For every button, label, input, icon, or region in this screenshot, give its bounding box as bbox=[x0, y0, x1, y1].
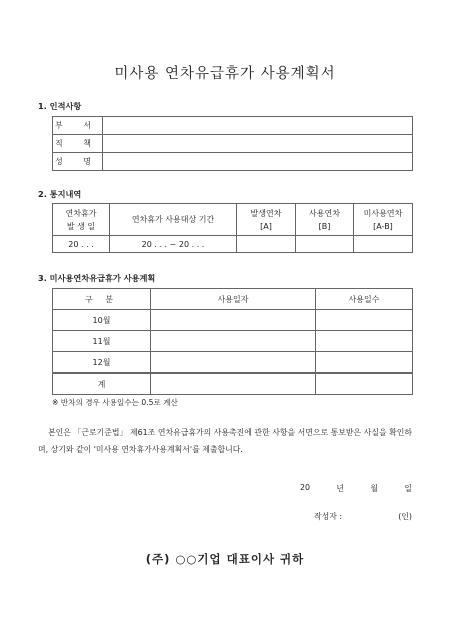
department-field[interactable] bbox=[103, 117, 413, 135]
header-usage-date: 사용일자 bbox=[151, 289, 316, 310]
table-row bbox=[53, 352, 413, 374]
table-row bbox=[53, 236, 413, 253]
position-field[interactable] bbox=[103, 135, 413, 153]
header-unused: 미사용연차 [A-B] bbox=[354, 204, 413, 236]
table-row bbox=[53, 331, 413, 352]
table-header-row bbox=[53, 289, 413, 310]
unused-field[interactable] bbox=[354, 236, 413, 253]
name-field[interactable] bbox=[103, 153, 413, 171]
half-day-note: ※ 반차의 경우 사용일수는 0.5로 계산 bbox=[52, 398, 178, 407]
date-year-unit: 년 bbox=[336, 484, 345, 493]
month-nov-label: 11월 bbox=[53, 331, 151, 352]
header-accrued: 발생연차 [A] bbox=[237, 204, 296, 236]
total-date-field[interactable] bbox=[151, 373, 316, 395]
month-oct-label: 10월 bbox=[53, 310, 151, 331]
author-label: 작성자 : bbox=[314, 512, 343, 521]
personal-info-table bbox=[52, 116, 413, 171]
section-notice-heading: 2. 통지내역 bbox=[38, 189, 82, 199]
table-row bbox=[53, 310, 413, 331]
oct-date-field[interactable] bbox=[151, 310, 316, 331]
seal-mark: (인) bbox=[398, 512, 412, 521]
table-row bbox=[53, 117, 413, 135]
dec-date-field[interactable] bbox=[151, 352, 316, 374]
date-year: 20 bbox=[300, 483, 311, 492]
confirmation-statement: 본인은 「근로기준법」 제61조 연차유급휴가의 사용촉진에 관한 사항을 서면으로 통보받은 사실을 확인하며, 상기와 같이 '미사용 연차휴가사용계획서'를 제출합니다. bbox=[38, 428, 412, 454]
department-label: 부 서 bbox=[53, 117, 103, 135]
name-label: 성 명 bbox=[53, 153, 103, 171]
position-label: 직 책 bbox=[53, 135, 103, 153]
document-title: 미사용 연차유급휴가 사용계획서 bbox=[114, 66, 336, 82]
usage-plan-table bbox=[52, 288, 413, 395]
section-plan-heading: 3. 미사용연차유급휴가 사용계획 bbox=[38, 273, 156, 283]
leave-date-field[interactable]: 20 . . . bbox=[53, 236, 110, 253]
header-leave-date: 연차휴가 발 생 일 bbox=[53, 204, 110, 236]
nov-date-field[interactable] bbox=[151, 331, 316, 352]
total-label: 계 bbox=[53, 373, 151, 395]
header-usage-period: 연차휴가 사용대상 기간 bbox=[110, 204, 237, 236]
header-usage-days: 사용일수 bbox=[316, 289, 413, 310]
total-days-field[interactable] bbox=[316, 373, 413, 395]
notice-table bbox=[52, 203, 413, 253]
section-personal-heading: 1. 인적사항 bbox=[38, 101, 82, 111]
header-used: 사용연차 [B] bbox=[296, 204, 354, 236]
oct-days-field[interactable] bbox=[316, 310, 413, 331]
accrued-field[interactable] bbox=[237, 236, 296, 253]
date-day-unit: 일 bbox=[404, 484, 412, 493]
addressee: (주) ○○기업 대표이사 귀하 bbox=[145, 552, 305, 566]
month-dec-label: 12월 bbox=[53, 352, 151, 374]
header-category: 구 분 bbox=[53, 289, 151, 310]
usage-period-field[interactable]: 20 . . . ~ 20 . . . bbox=[110, 236, 237, 253]
table-total-row bbox=[53, 373, 413, 395]
date-line bbox=[300, 483, 412, 494]
used-field[interactable] bbox=[296, 236, 354, 253]
nov-days-field[interactable] bbox=[316, 331, 413, 352]
table-row bbox=[53, 135, 413, 153]
dec-days-field[interactable] bbox=[316, 352, 413, 374]
table-row bbox=[53, 153, 413, 171]
author-line bbox=[314, 511, 412, 522]
date-month-unit: 월 bbox=[370, 484, 379, 493]
table-header-row bbox=[53, 204, 413, 236]
